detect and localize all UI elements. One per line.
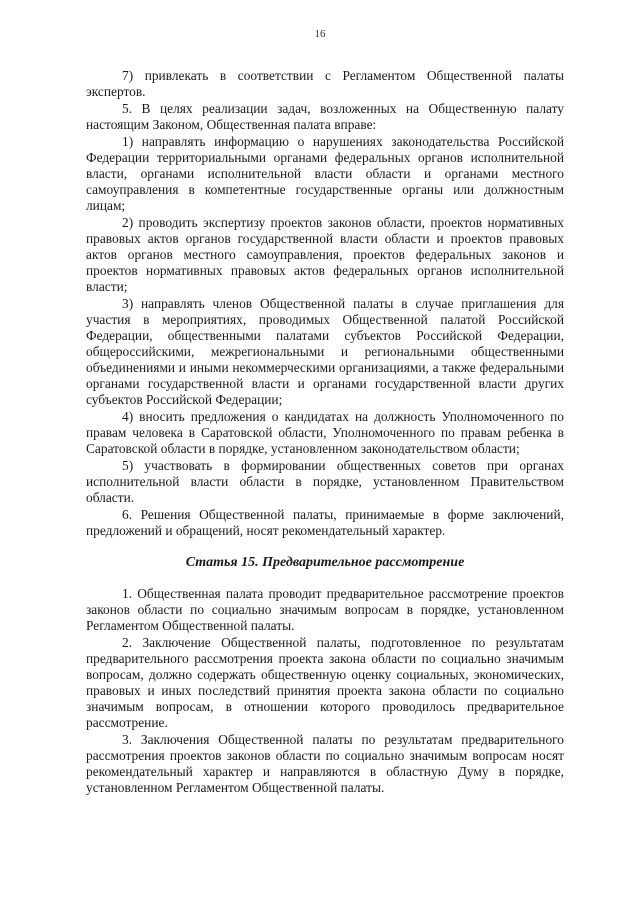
document-body [86, 68, 564, 796]
paragraph-article-clause-3: 3. Заключения Общественной палаты по результатам предварительного рассмотрения проектов законов области по социально значимым вопросам носят рекомендательный характер и направляются в областную Думу в порядке, установленном Регламентом Общественной палаты. [86, 732, 564, 795]
paragraph-clause-5: 5. В целях реализации задач, возложенных на Общественную палату настоящим Законом, Общественная палата вправе: [86, 101, 564, 132]
article-heading: Статья 15. Предварительное рассмотрение [185, 555, 465, 570]
paragraph-article-clause-1: 1. Общественная палата проводит предварительное рассмотрение проектов законов области по социально значимым вопросам в порядке, установленном Регламентом Общественной палаты. [86, 586, 564, 633]
paragraph-clause-6: 6. Решения Общественной палаты, принимаемые в форме заключений, предложений и обращений, носят рекомендательный характер. [86, 507, 564, 538]
paragraph-item-4: 4) вносить предложения о кандидатах на должность Уполномоченного по правам человека в Саратовской области, Уполномоченного по правам ребенка в Саратовской области в порядке, установленном законодательством области; [86, 409, 564, 456]
paragraph-item-2: 2) проводить экспертизу проектов законов области, проектов нормативных правовых актов органов государственной власти области и проектов правовых актов органов местного самоуправления, проектов федеральных законов и проектов нормативных правовых актов федеральных органов исполнительной власти; [86, 215, 564, 294]
paragraph-item-1: 1) направлять информацию о нарушениях законодательства Российской Федерации территориальными органами федеральных органов исполнительной власти, органами исполнительной власти области и органами местного самоуправления в компетентные государственные органы или должностным лицам; [86, 134, 564, 213]
paragraph-item-7: 7) привлекать в соответствии с Регламентом Общественной палаты экспертов. [86, 68, 564, 99]
paragraph-item-5: 5) участвовать в формировании общественных советов при органах исполнительной власти области в порядке, установленном Правительством области. [86, 458, 564, 505]
paragraph-article-clause-2: 2. Заключение Общественной палаты, подготовленное по результатам предварительного рассмотрения проекта закона области по социально значимым вопросам, должно содержать общественную оценку социальных, экономических, правовых и иных последствий принятия проекта закона области по социально значимым вопросам, в отношении которого проводилось предварительное рассмотрение. [86, 635, 564, 730]
page-number: 16 [314, 28, 326, 40]
paragraph-item-3: 3) направлять членов Общественной палаты в случае приглашения для участия в мероприятиях, проводимых Общественной палатой Российской Федерации, общественными палатами субъектов Российской Федерации, общероссийскими, межрегиональными и региональными общественными объединениями и иными некоммерческими организациями, а также федеральными органами государственной власти и органами государственной власти других субъектов Российской Федерации; [86, 296, 564, 407]
